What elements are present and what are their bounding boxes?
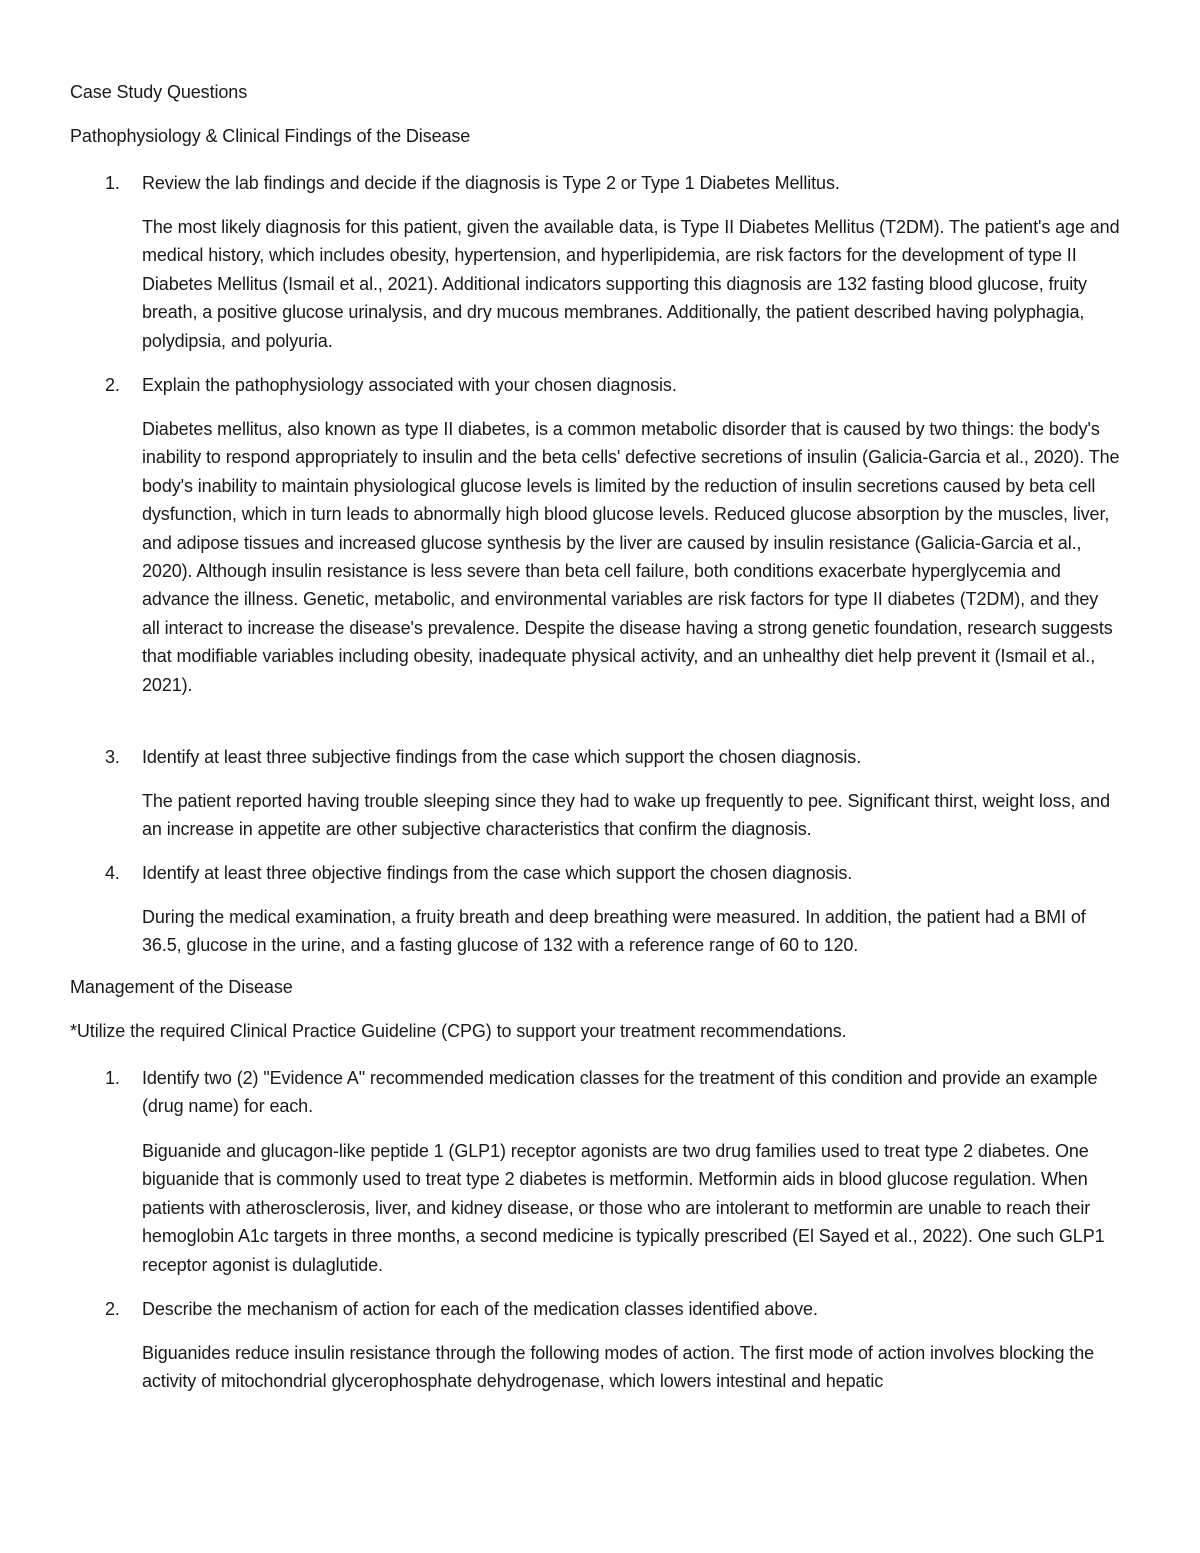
question-number: 4. [105,863,120,883]
question-item [105,371,1115,399]
answer-text: Biguanides reduce insulin resistance through the following modes of action. The first mode of action involves blocking the activity of mitochondrial glycerophosphate dehydrogenase, which lowers intestinal and hepatic [142,1343,1095,1392]
question-item [105,1295,1115,1323]
question-number: 1. [105,173,120,193]
question-item [105,859,1115,887]
guideline-note: *Utilize the required Clinical Practice Guideline (CPG) to support your treatment recommendations. [70,1021,847,1041]
answer-text: The most likely diagnosis for this patient, given the available data, is Type II Diabetes Mellitus (T2DM). The patient's age and medical history, which includes obesity, hypertension, and hyperlipidemia, are risk factors for the development of type II Diabetes Mellitus (Ismail et al., 2021). Additional indicators supporting this diagnosis are 132 fasting blood glucose, fruity breath, a positive glucose urinalysis, and dry mucous membranes. Additionally, the patient described having polyphagia, polydipsia, and polyuria. [142,217,1120,351]
question-item [105,743,1115,771]
question-item [105,1064,1115,1121]
question-number: 1. [105,1068,120,1088]
question-number: 3. [105,747,120,767]
answer-text: Diabetes mellitus, also known as type II diabetes, is a common metabolic disorder that is caused by two things: the body's inability to respond appropriately to insulin and the beta cells' defective secretions of insulin (Galicia-Garcia et al., 2020). The body's inability to maintain physiological glucose levels is limited by the reduction of insulin secretions caused by beta cell dysfunction, which in turn leads to abnormally high blood glucose levels. Reduced glucose absorption by the muscles, liver, and adipose tissues and increased glucose synthesis by the liver are caused by insulin resistance (Galicia-Garcia et al., 2020). Although insulin resistance is less severe than beta cell failure, both conditions exacerbate hyperglycemia and advance the illness. Genetic, metabolic, and environmental variables are risk factors for type II diabetes (T2DM), and they all interact to increase the disease's prevalence. Despite the disease having a strong genetic foundation, research suggests that modifiable variables including obesity, inadequate physical activity, and an unhealthy diet help prevent it (Ismail et al., 2021). [142,419,1120,695]
answer-text: The patient reported having trouble sleeping since they had to wake up frequently to pee. Significant thirst, weight loss, and an increase in appetite are other subjective characteristics that confirm the diagnosis. [142,791,1111,840]
question-number: 2. [105,375,120,395]
document-title: Case Study Questions [70,82,248,102]
question-text: Explain the pathophysiology associated with your chosen diagnosis. [142,375,677,395]
question-text: Identify at least three objective findings from the case which support the chosen diagnosis. [142,863,853,883]
question-text: Describe the mechanism of action for each of the medication classes identified above. [142,1299,818,1319]
answer-text: During the medical examination, a fruity breath and deep breathing were measured. In addition, the patient had a BMI of 36.5, glucose in the urine, and a fasting glucose of 132 with a reference range of 60 to 120. [142,907,1086,956]
question-text: Identify two (2) "Evidence A" recommended medication classes for the treatment of this condition and provide an example (drug name) for each. [142,1068,1098,1117]
section-heading-management: Management of the Disease [70,977,293,997]
question-text: Review the lab findings and decide if the diagnosis is Type 2 or Type 1 Diabetes Mellitus. [142,173,840,193]
question-text: Identify at least three subjective findings from the case which support the chosen diagnosis. [142,747,862,767]
question-number: 2. [105,1299,120,1319]
section-heading-pathophysiology: Pathophysiology & Clinical Findings of the Disease [70,126,471,146]
question-item [105,169,1115,197]
answer-text: Biguanide and glucagon-like peptide 1 (GLP1) receptor agonists are two drug families used to treat type 2 diabetes. One biguanide that is commonly used to treat type 2 diabetes is metformin. Metformin aids in blood glucose regulation. When patients with atherosclerosis, liver, and kidney disease, or those who are intolerant to metformin are unable to reach their hemoglobin A1c targets in three months, a second medicine is typically prescribed (El Sayed et al., 2022). One such GLP1 receptor agonist is dulaglutide. [142,1141,1105,1275]
